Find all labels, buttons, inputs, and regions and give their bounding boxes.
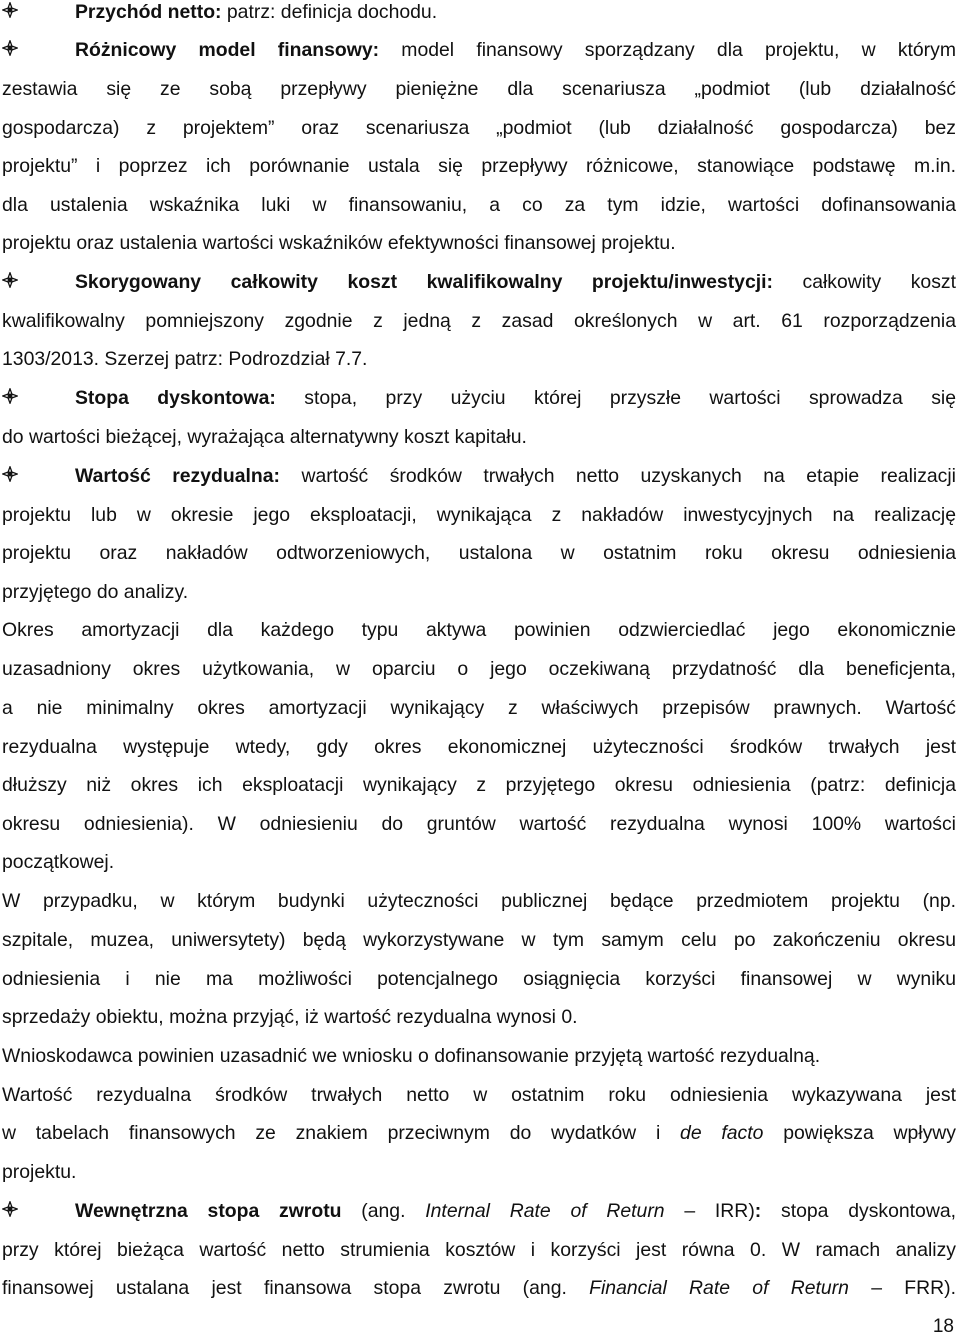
- text-segment: powiększa wpływy: [763, 1122, 956, 1144]
- definition-roznicowy-model-line-1: [2, 39, 956, 61]
- definition-irr-line-1: [2, 1200, 956, 1222]
- text-line: projektu oraz nakładów odtworzeniowych, ustalona w ostatnim roku okresu odniesienia: [2, 542, 956, 564]
- definition-skorygowany-koszt-line-1: [2, 271, 956, 293]
- text-line: projektu” i poprzez ich porównanie ustala się przepływy różnicowe, stanowiące podstawę m.in.: [2, 155, 956, 177]
- page-number: 18: [932, 1316, 954, 1337]
- text-line: do wartości bieżącej, wyrażająca alternatywny koszt kapitału.: [2, 426, 527, 448]
- text-line: zestawia się ze sobą przepływy pieniężne dla scenariusza „podmiot (lub działalność: [2, 78, 956, 100]
- term-skorygowany-koszt: Skorygowany całkowity koszt kwalifikowalny projektu/inwestycji:: [75, 271, 773, 293]
- text-line: kwalifikowalny pomniejszony zgodnie z jedną z zasad określonych w art. 61 rozporządzenia: [2, 310, 956, 332]
- definition-text: patrz: definicja dochodu.: [221, 1, 438, 23]
- text-line-de-facto: [2, 1122, 956, 1144]
- definition-text: całkowity koszt: [772, 271, 956, 293]
- four-diamond-bullet-icon: [2, 388, 75, 406]
- text-segment: finansowej ustalana jest finansowa stopa zwrotu (ang.: [2, 1277, 590, 1299]
- text-line: W przypadku, w którym budynki użyteczności publicznej będące przedmiotem projektu (np.: [2, 890, 956, 912]
- text-line: sprzedaży obiektu, można przyjąć, iż wartość rezydualna wynosi 0.: [2, 1006, 578, 1028]
- text-line: a nie minimalny okres amortyzacji wynikający z właściwych przepisów prawnych. Wartość: [2, 697, 956, 719]
- text-line: szpitale, muzea, uniwersytety) będą wykorzystywane w tym samym celu po zakończeniu okresu: [2, 929, 956, 951]
- text-line: przyjętego do analizy.: [2, 581, 189, 603]
- italic-financial-rate-of-return: Financial Rate of Return: [589, 1277, 849, 1299]
- text-line: rezydualna występuje wtedy, gdy okres ekonomicznej użyteczności środków trwałych jest: [2, 736, 956, 758]
- italic-internal-rate-of-return: Internal Rate of Return: [425, 1200, 665, 1222]
- term-stopa-dyskontowa: Stopa dyskontowa:: [75, 387, 276, 409]
- text-line: odniesienia i nie ma możliwości potencjalnego osiągnięcia korzyści finansowej w wyniku: [2, 968, 956, 990]
- definition-text: stopa dyskontowa,: [761, 1200, 957, 1222]
- text-line: dla ustalenia wskaźnika luki w finansowaniu, a co za tym idzie, wartości dofinansowania: [2, 194, 956, 216]
- text-segment: (ang.: [341, 1200, 426, 1222]
- four-diamond-bullet-icon: [2, 272, 75, 290]
- bold-colon: :: [754, 1200, 762, 1222]
- four-diamond-bullet-icon: [2, 1201, 75, 1219]
- definition-text: stopa, przy użyciu której przyszłe wartości sprowadza się: [275, 387, 956, 409]
- term-roznicowy-model: Różnicowy model finansowy:: [75, 39, 380, 61]
- text-line: 1303/2013. Szerzej patrz: Podrozdział 7.7.: [2, 348, 368, 370]
- text-line: projektu oraz ustalenia wartości wskaźników efektywności finansowej projektu.: [2, 232, 676, 254]
- text-line: początkowej.: [2, 851, 115, 873]
- text-line: projektu.: [2, 1161, 77, 1183]
- term-wartosc-rezydualna: Wartość rezydualna:: [75, 465, 280, 487]
- text-segment: – FRR).: [848, 1277, 956, 1299]
- text-line: okresu odniesienia). W odniesieniu do gruntów wartość rezydualna wynosi 100% wartości: [2, 813, 956, 835]
- italic-de-facto: de facto: [680, 1122, 764, 1144]
- text-line: Okres amortyzacji dla każdego typu aktywa powinien odzwierciedlać jego ekonomicznie: [2, 619, 956, 641]
- text-line: Wartość rezydualna środków trwałych netto w ostatnim roku odniesienia wykazywana jest: [2, 1084, 956, 1106]
- text-segment: w tabelach finansowych ze znakiem przeciwnym do wydatków i: [2, 1122, 681, 1144]
- term-wewnetrzna-stopa-zwrotu: Wewnętrzna stopa zwrotu: [75, 1200, 342, 1222]
- four-diamond-bullet-icon: [2, 466, 75, 484]
- definition-text: wartość środków trwałych netto uzyskanych na etapie realizacji: [280, 465, 956, 487]
- text-line: przy której bieżąca wartość netto strumienia kosztów i korzyści jest równa 0. W ramach analizy: [2, 1239, 956, 1261]
- definition-wartosc-rezydualna-line-1: [2, 465, 956, 487]
- text-line: dłuższy niż okres ich eksploatacji wynikający z przyjętego okresu odniesienia (patrz: definicja: [2, 774, 956, 796]
- definition-stopa-dyskontowa-line-1: [2, 387, 956, 409]
- text-line: uzasadniony okres użytkowania, w oparciu o jego oczekiwaną przydatność dla beneficjenta,: [2, 658, 956, 680]
- four-diamond-bullet-icon: [2, 40, 75, 58]
- text-line: gospodarcza) z projektem” oraz scenariusza „podmiot (lub działalność gospodarcza) bez: [2, 117, 956, 139]
- definition-przychod-netto: [2, 1, 437, 23]
- text-line-frr: [2, 1277, 956, 1299]
- term-przychod-netto: Przychód netto:: [75, 1, 222, 23]
- text-line: projektu lub w okresie jego eksploatacji, wynikająca z nakładów inwestycyjnych na realizację: [2, 504, 956, 526]
- text-segment: – IRR): [664, 1200, 755, 1222]
- four-diamond-bullet-icon: [2, 2, 75, 20]
- definition-text: model finansowy sporządzany dla projektu, w którym: [379, 39, 956, 61]
- text-line: Wnioskodawca powinien uzasadnić we wniosku o dofinansowanie przyjętą wartość rezydualną.: [2, 1045, 821, 1067]
